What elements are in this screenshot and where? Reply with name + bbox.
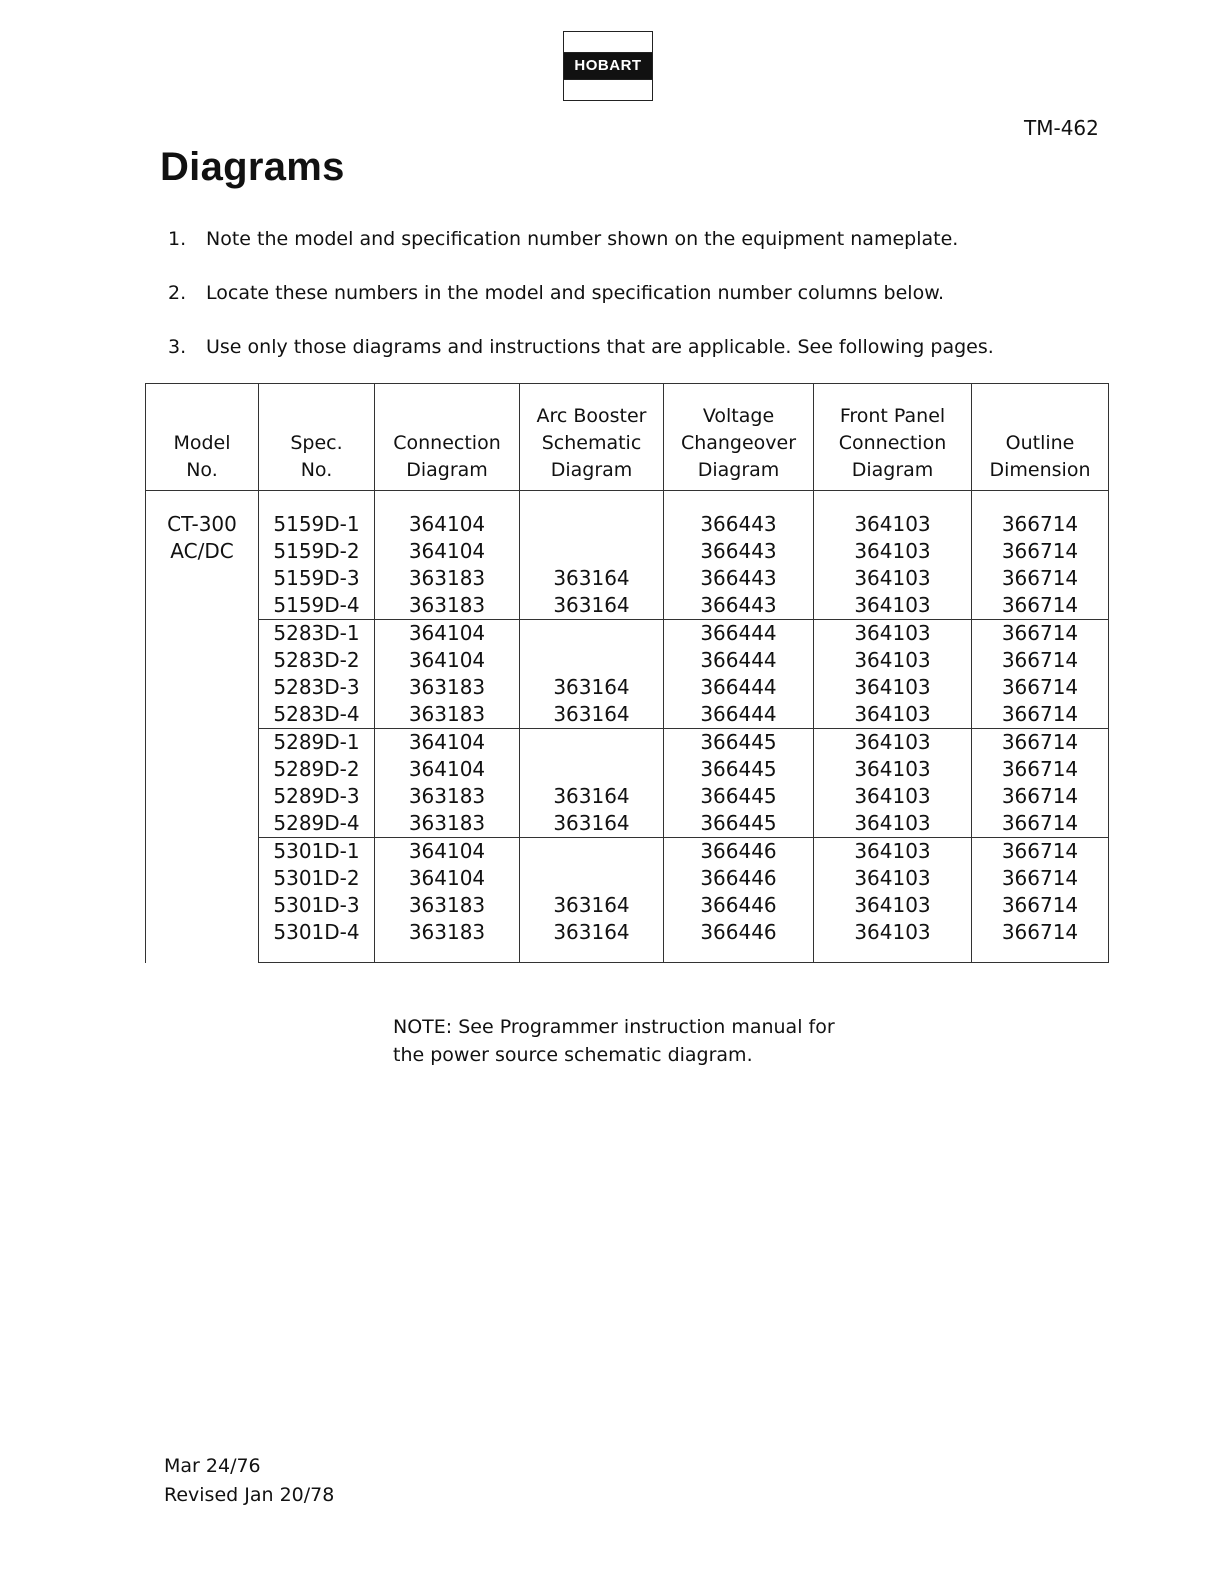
outline-cell: 366714 xyxy=(972,892,1109,919)
arc-booster-cell xyxy=(520,538,664,565)
instructions-list xyxy=(168,224,994,386)
arc-booster-cell: 363164 xyxy=(520,783,664,810)
header-spec: Spec. No. xyxy=(259,384,375,491)
header-outline: Outline Dimension xyxy=(972,384,1109,491)
hobart-logo xyxy=(563,31,653,101)
voltage-cell: 366444 xyxy=(664,647,814,674)
arc-booster-cell: 363164 xyxy=(520,565,664,592)
connection-cell: 364104 xyxy=(375,491,520,539)
arc-booster-cell xyxy=(520,620,664,648)
front-panel-cell: 364103 xyxy=(814,592,972,620)
table-row xyxy=(146,919,1109,963)
instruction-number: 1. xyxy=(168,228,187,250)
arc-booster-cell: 363164 xyxy=(520,701,664,729)
connection-cell: 364104 xyxy=(375,756,520,783)
connection-cell: 364104 xyxy=(375,647,520,674)
front-panel-cell: 364103 xyxy=(814,565,972,592)
connection-cell: 363183 xyxy=(375,565,520,592)
spec-cell: 5159D-4 xyxy=(259,592,375,620)
logo-bottom-box xyxy=(563,79,653,101)
connection-cell: 363183 xyxy=(375,701,520,729)
outline-cell: 366714 xyxy=(972,756,1109,783)
voltage-cell: 366446 xyxy=(664,892,814,919)
table-row xyxy=(146,620,1109,648)
table-row xyxy=(146,674,1109,701)
note-line-2: the power source schematic diagram. xyxy=(393,1044,753,1066)
voltage-cell: 366444 xyxy=(664,620,814,648)
model-cell xyxy=(146,491,259,963)
front-panel-cell: 364103 xyxy=(814,647,972,674)
outline-cell: 366714 xyxy=(972,592,1109,620)
table-row xyxy=(146,565,1109,592)
front-panel-cell: 364103 xyxy=(814,674,972,701)
footer-dates xyxy=(164,1452,334,1510)
arc-booster-cell: 363164 xyxy=(520,674,664,701)
connection-cell: 364104 xyxy=(375,538,520,565)
outline-cell: 366714 xyxy=(972,783,1109,810)
note-line-1: NOTE: See Programmer instruction manual for xyxy=(393,1016,835,1038)
table-row xyxy=(146,810,1109,838)
header-model: Model No. xyxy=(146,384,259,491)
table-body xyxy=(146,491,1109,963)
front-panel-cell: 364103 xyxy=(814,538,972,565)
outline-cell: 366714 xyxy=(972,810,1109,838)
front-panel-cell: 364103 xyxy=(814,620,972,648)
outline-cell: 366714 xyxy=(972,565,1109,592)
table-row xyxy=(146,491,1109,539)
arc-booster-cell xyxy=(520,756,664,783)
outline-cell: 366714 xyxy=(972,538,1109,565)
instruction-number: 2. xyxy=(168,282,187,304)
voltage-cell: 366445 xyxy=(664,810,814,838)
arc-booster-cell: 363164 xyxy=(520,919,664,963)
connection-cell: 363183 xyxy=(375,783,520,810)
arc-booster-cell xyxy=(520,491,664,539)
voltage-cell: 366443 xyxy=(664,538,814,565)
spec-cell: 5159D-2 xyxy=(259,538,375,565)
outline-cell: 366714 xyxy=(972,729,1109,757)
spec-cell: 5301D-1 xyxy=(259,838,375,866)
front-panel-cell: 364103 xyxy=(814,838,972,866)
front-panel-cell: 364103 xyxy=(814,783,972,810)
voltage-cell: 366445 xyxy=(664,756,814,783)
front-panel-cell: 364103 xyxy=(814,701,972,729)
table-row xyxy=(146,892,1109,919)
arc-booster-cell: 363164 xyxy=(520,892,664,919)
instruction-text: Note the model and specification number shown on the equipment nameplate. xyxy=(206,228,959,250)
instruction-text: Use only those diagrams and instructions that are applicable. See following pages. xyxy=(206,336,994,358)
doc-number: TM-462 xyxy=(1024,116,1099,140)
diagram-table xyxy=(145,383,1109,963)
voltage-cell: 366444 xyxy=(664,701,814,729)
instruction-number: 3. xyxy=(168,336,187,358)
table-row xyxy=(146,647,1109,674)
voltage-cell: 366443 xyxy=(664,491,814,539)
spec-cell: 5283D-3 xyxy=(259,674,375,701)
arc-booster-cell xyxy=(520,647,664,674)
voltage-cell: 366445 xyxy=(664,729,814,757)
front-panel-cell: 364103 xyxy=(814,491,972,539)
outline-cell: 366714 xyxy=(972,919,1109,963)
instruction-item xyxy=(168,332,994,386)
arc-booster-cell xyxy=(520,865,664,892)
table-row xyxy=(146,729,1109,757)
spec-cell: 5283D-1 xyxy=(259,620,375,648)
spec-cell: 5283D-4 xyxy=(259,701,375,729)
table-row xyxy=(146,592,1109,620)
connection-cell: 364104 xyxy=(375,865,520,892)
connection-cell: 363183 xyxy=(375,892,520,919)
spec-cell: 5301D-2 xyxy=(259,865,375,892)
table-row xyxy=(146,701,1109,729)
front-panel-cell: 364103 xyxy=(814,919,972,963)
connection-cell: 363183 xyxy=(375,592,520,620)
header-voltage: Voltage Changeover Diagram xyxy=(664,384,814,491)
front-panel-cell: 364103 xyxy=(814,756,972,783)
table-row xyxy=(146,538,1109,565)
voltage-cell: 366446 xyxy=(664,838,814,866)
voltage-cell: 366446 xyxy=(664,865,814,892)
connection-cell: 364104 xyxy=(375,729,520,757)
table-row xyxy=(146,783,1109,810)
voltage-cell: 366446 xyxy=(664,919,814,963)
model-line: CT-300 xyxy=(167,512,237,536)
logo-top-box xyxy=(563,31,653,53)
spec-cell: 5289D-4 xyxy=(259,810,375,838)
outline-cell: 366714 xyxy=(972,647,1109,674)
voltage-cell: 366444 xyxy=(664,674,814,701)
table-row xyxy=(146,838,1109,866)
connection-cell: 363183 xyxy=(375,674,520,701)
voltage-cell: 366445 xyxy=(664,783,814,810)
voltage-cell: 366443 xyxy=(664,565,814,592)
spec-cell: 5301D-3 xyxy=(259,892,375,919)
spec-cell: 5301D-4 xyxy=(259,919,375,963)
front-panel-cell: 364103 xyxy=(814,729,972,757)
front-panel-cell: 364103 xyxy=(814,810,972,838)
outline-cell: 366714 xyxy=(972,701,1109,729)
spec-cell: 5289D-1 xyxy=(259,729,375,757)
outline-cell: 366714 xyxy=(972,620,1109,648)
outline-cell: 366714 xyxy=(972,674,1109,701)
spec-cell: 5159D-3 xyxy=(259,565,375,592)
outline-cell: 366714 xyxy=(972,838,1109,866)
logo-text: HOBART xyxy=(563,53,653,79)
arc-booster-cell xyxy=(520,729,664,757)
table-row xyxy=(146,756,1109,783)
table-header-row xyxy=(146,384,1109,491)
spec-cell: 5289D-3 xyxy=(259,783,375,810)
arc-booster-cell: 363164 xyxy=(520,592,664,620)
model-line: AC/DC xyxy=(170,539,234,563)
connection-cell: 363183 xyxy=(375,810,520,838)
outline-cell: 366714 xyxy=(972,865,1109,892)
spec-cell: 5283D-2 xyxy=(259,647,375,674)
header-arc-booster: Arc Booster Schematic Diagram xyxy=(520,384,664,491)
instruction-text: Locate these numbers in the model and specification number columns below. xyxy=(206,282,945,304)
instruction-item xyxy=(168,278,994,332)
connection-cell: 364104 xyxy=(375,620,520,648)
note xyxy=(393,1013,835,1069)
arc-booster-cell xyxy=(520,838,664,866)
voltage-cell: 366443 xyxy=(664,592,814,620)
front-panel-cell: 364103 xyxy=(814,892,972,919)
connection-cell: 364104 xyxy=(375,838,520,866)
outline-cell: 366714 xyxy=(972,491,1109,539)
instruction-item xyxy=(168,224,994,278)
footer-date: Mar 24/76 xyxy=(164,1455,261,1477)
spec-cell: 5159D-1 xyxy=(259,491,375,539)
footer-revised: Revised Jan 20/78 xyxy=(164,1484,335,1506)
header-front-panel: Front Panel Connection Diagram xyxy=(814,384,972,491)
spec-cell: 5289D-2 xyxy=(259,756,375,783)
table-row xyxy=(146,865,1109,892)
connection-cell: 363183 xyxy=(375,919,520,963)
arc-booster-cell: 363164 xyxy=(520,810,664,838)
page-title: Diagrams xyxy=(160,145,345,189)
header-connection: Connection Diagram xyxy=(375,384,520,491)
front-panel-cell: 364103 xyxy=(814,865,972,892)
